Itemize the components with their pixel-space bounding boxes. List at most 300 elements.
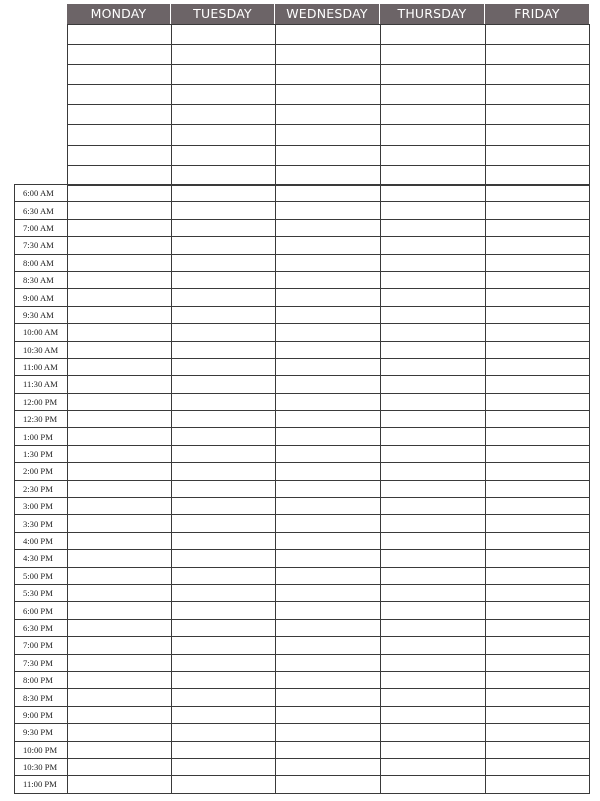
slot-cell-friday[interactable] bbox=[486, 271, 590, 288]
slot-cell-tuesday[interactable] bbox=[172, 654, 276, 671]
slot-cell-monday[interactable] bbox=[68, 741, 172, 758]
slot-cell-tuesday[interactable] bbox=[172, 254, 276, 271]
slot-cell-thursday[interactable] bbox=[381, 428, 486, 445]
time-slot-row bbox=[15, 498, 590, 515]
notes-row bbox=[68, 165, 590, 185]
slot-cell-thursday[interactable] bbox=[381, 584, 486, 601]
notes-cell-wednesday[interactable] bbox=[276, 145, 381, 165]
slot-cell-wednesday[interactable] bbox=[276, 515, 381, 532]
slot-cell-wednesday[interactable] bbox=[276, 393, 381, 410]
slot-cell-wednesday[interactable] bbox=[276, 480, 381, 497]
time-slot-row bbox=[15, 619, 590, 636]
notes-row bbox=[68, 145, 590, 165]
time-label: 9:30 PM bbox=[15, 724, 68, 741]
time-label: 6:00 PM bbox=[15, 602, 68, 619]
time-label: 11:00 AM bbox=[15, 358, 68, 375]
time-slot-row bbox=[15, 776, 590, 793]
slot-cell-friday[interactable] bbox=[486, 445, 590, 462]
time-slot-row bbox=[15, 637, 590, 654]
slot-cell-thursday[interactable] bbox=[381, 724, 486, 741]
notes-row bbox=[68, 45, 590, 65]
slot-cell-monday[interactable] bbox=[68, 219, 172, 236]
slot-cell-thursday[interactable] bbox=[381, 515, 486, 532]
slot-cell-thursday[interactable] bbox=[381, 185, 486, 202]
day-header-thursday: THURSDAY bbox=[380, 4, 485, 24]
slot-cell-wednesday[interactable] bbox=[276, 724, 381, 741]
notes-cell-wednesday[interactable] bbox=[276, 45, 381, 65]
slot-cell-tuesday[interactable] bbox=[172, 584, 276, 601]
slot-cell-friday[interactable] bbox=[486, 602, 590, 619]
notes-cell-thursday[interactable] bbox=[381, 45, 486, 65]
slot-cell-tuesday[interactable] bbox=[172, 602, 276, 619]
slot-cell-friday[interactable] bbox=[486, 584, 590, 601]
slot-cell-monday[interactable] bbox=[68, 689, 172, 706]
slot-cell-monday[interactable] bbox=[68, 445, 172, 462]
notes-cell-monday[interactable] bbox=[68, 125, 172, 145]
untimed-notes-grid bbox=[67, 24, 590, 186]
notes-cell-wednesday[interactable] bbox=[276, 165, 381, 185]
slot-cell-tuesday[interactable] bbox=[172, 515, 276, 532]
notes-cell-tuesday[interactable] bbox=[172, 145, 276, 165]
notes-cell-friday[interactable] bbox=[486, 85, 590, 105]
time-slot-row bbox=[15, 602, 590, 619]
notes-cell-monday[interactable] bbox=[68, 65, 172, 85]
slot-cell-friday[interactable] bbox=[486, 393, 590, 410]
notes-cell-monday[interactable] bbox=[68, 45, 172, 65]
slot-cell-wednesday[interactable] bbox=[276, 498, 381, 515]
slot-cell-monday[interactable] bbox=[68, 515, 172, 532]
slot-cell-monday[interactable] bbox=[68, 567, 172, 584]
time-slot-row bbox=[15, 741, 590, 758]
time-slot-row bbox=[15, 237, 590, 254]
slot-cell-tuesday[interactable] bbox=[172, 480, 276, 497]
slot-cell-monday[interactable] bbox=[68, 532, 172, 549]
slot-cell-wednesday[interactable] bbox=[276, 358, 381, 375]
notes-cell-tuesday[interactable] bbox=[172, 125, 276, 145]
slot-cell-friday[interactable] bbox=[486, 202, 590, 219]
slot-cell-tuesday[interactable] bbox=[172, 306, 276, 323]
slot-cell-friday[interactable] bbox=[486, 428, 590, 445]
slot-cell-monday[interactable] bbox=[68, 185, 172, 202]
slot-cell-friday[interactable] bbox=[486, 741, 590, 758]
time-label: 8:00 PM bbox=[15, 671, 68, 688]
slot-cell-friday[interactable] bbox=[486, 532, 590, 549]
slot-cell-monday[interactable] bbox=[68, 324, 172, 341]
slot-cell-monday[interactable] bbox=[68, 202, 172, 219]
slot-cell-friday[interactable] bbox=[486, 689, 590, 706]
time-label: 8:00 AM bbox=[15, 254, 68, 271]
slot-cell-thursday[interactable] bbox=[381, 376, 486, 393]
slot-cell-thursday[interactable] bbox=[381, 602, 486, 619]
slot-cell-friday[interactable] bbox=[486, 550, 590, 567]
notes-cell-tuesday[interactable] bbox=[172, 105, 276, 125]
notes-cell-wednesday[interactable] bbox=[276, 25, 381, 45]
notes-cell-tuesday[interactable] bbox=[172, 165, 276, 185]
time-label: 10:30 PM bbox=[15, 758, 68, 775]
time-slot-row bbox=[15, 758, 590, 775]
time-slot-row bbox=[15, 219, 590, 236]
slot-cell-friday[interactable] bbox=[486, 411, 590, 428]
time-label: 1:00 PM bbox=[15, 428, 68, 445]
time-label: 5:00 PM bbox=[15, 567, 68, 584]
slot-cell-wednesday[interactable] bbox=[276, 185, 381, 202]
slot-cell-friday[interactable] bbox=[486, 619, 590, 636]
slot-cell-wednesday[interactable] bbox=[276, 567, 381, 584]
time-slot-row bbox=[15, 706, 590, 723]
day-header-friday: FRIDAY bbox=[514, 6, 560, 21]
notes-cell-thursday[interactable] bbox=[381, 165, 486, 185]
slot-cell-thursday[interactable] bbox=[381, 480, 486, 497]
time-slot-row bbox=[15, 202, 590, 219]
slot-cell-thursday[interactable] bbox=[381, 237, 486, 254]
slot-cell-wednesday[interactable] bbox=[276, 324, 381, 341]
slot-cell-wednesday[interactable] bbox=[276, 463, 381, 480]
slot-cell-monday[interactable] bbox=[68, 619, 172, 636]
notes-cell-friday[interactable] bbox=[486, 105, 590, 125]
notes-cell-thursday[interactable] bbox=[381, 125, 486, 145]
time-slot-row bbox=[15, 306, 590, 323]
slot-cell-friday[interactable] bbox=[486, 376, 590, 393]
slot-cell-tuesday[interactable] bbox=[172, 219, 276, 236]
slot-cell-monday[interactable] bbox=[68, 654, 172, 671]
time-label: 1:30 PM bbox=[15, 445, 68, 462]
notes-cell-friday[interactable] bbox=[486, 165, 590, 185]
slot-cell-monday[interactable] bbox=[68, 480, 172, 497]
day-header-wednesday: WEDNESDAY bbox=[275, 4, 380, 24]
slot-cell-tuesday[interactable] bbox=[172, 498, 276, 515]
slot-cell-thursday[interactable] bbox=[381, 550, 486, 567]
notes-cell-friday[interactable] bbox=[486, 145, 590, 165]
slot-cell-friday[interactable] bbox=[486, 654, 590, 671]
slot-cell-wednesday[interactable] bbox=[276, 706, 381, 723]
slot-cell-tuesday[interactable] bbox=[172, 463, 276, 480]
slot-cell-thursday[interactable] bbox=[381, 706, 486, 723]
slot-cell-wednesday[interactable] bbox=[276, 689, 381, 706]
slot-cell-friday[interactable] bbox=[486, 515, 590, 532]
time-slot-row bbox=[15, 584, 590, 601]
slot-cell-wednesday[interactable] bbox=[276, 758, 381, 775]
notes-cell-monday[interactable] bbox=[68, 25, 172, 45]
slot-cell-wednesday[interactable] bbox=[276, 271, 381, 288]
slot-cell-friday[interactable] bbox=[486, 219, 590, 236]
time-slot-row bbox=[15, 480, 590, 497]
slot-cell-friday[interactable] bbox=[486, 724, 590, 741]
time-slot-row bbox=[15, 532, 590, 549]
slot-cell-friday[interactable] bbox=[486, 341, 590, 358]
slot-cell-thursday[interactable] bbox=[381, 671, 486, 688]
slot-cell-thursday[interactable] bbox=[381, 289, 486, 306]
slot-cell-thursday[interactable] bbox=[381, 567, 486, 584]
slot-cell-monday[interactable] bbox=[68, 776, 172, 793]
slot-cell-thursday[interactable] bbox=[381, 654, 486, 671]
slot-cell-monday[interactable] bbox=[68, 289, 172, 306]
time-slot-row bbox=[15, 515, 590, 532]
slot-cell-monday[interactable] bbox=[68, 393, 172, 410]
time-slot-row bbox=[15, 254, 590, 271]
slot-cell-friday[interactable] bbox=[486, 237, 590, 254]
slot-cell-thursday[interactable] bbox=[381, 306, 486, 323]
slot-cell-tuesday[interactable] bbox=[172, 237, 276, 254]
slot-cell-tuesday[interactable] bbox=[172, 567, 276, 584]
notes-cell-monday[interactable] bbox=[68, 165, 172, 185]
notes-cell-friday[interactable] bbox=[486, 65, 590, 85]
slot-cell-thursday[interactable] bbox=[381, 758, 486, 775]
slot-cell-tuesday[interactable] bbox=[172, 619, 276, 636]
slot-cell-monday[interactable] bbox=[68, 758, 172, 775]
slot-cell-tuesday[interactable] bbox=[172, 758, 276, 775]
notes-cell-thursday[interactable] bbox=[381, 145, 486, 165]
notes-row bbox=[68, 85, 590, 105]
slot-cell-wednesday[interactable] bbox=[276, 237, 381, 254]
day-header-monday: MONDAY bbox=[67, 4, 171, 24]
slot-cell-thursday[interactable] bbox=[381, 411, 486, 428]
slot-cell-friday[interactable] bbox=[486, 185, 590, 202]
slot-cell-tuesday[interactable] bbox=[172, 724, 276, 741]
notes-cell-monday[interactable] bbox=[68, 145, 172, 165]
time-label: 3:00 PM bbox=[15, 498, 68, 515]
slot-cell-tuesday[interactable] bbox=[172, 428, 276, 445]
slot-cell-friday[interactable] bbox=[486, 289, 590, 306]
notes-cell-tuesday[interactable] bbox=[172, 25, 276, 45]
slot-cell-tuesday[interactable] bbox=[172, 271, 276, 288]
slot-cell-monday[interactable] bbox=[68, 671, 172, 688]
slot-cell-thursday[interactable] bbox=[381, 498, 486, 515]
notes-row bbox=[68, 65, 590, 85]
time-label: 9:30 AM bbox=[15, 306, 68, 323]
slot-cell-tuesday[interactable] bbox=[172, 411, 276, 428]
time-label: 7:30 AM bbox=[15, 237, 68, 254]
slot-cell-monday[interactable] bbox=[68, 341, 172, 358]
slot-cell-tuesday[interactable] bbox=[172, 358, 276, 375]
slot-cell-thursday[interactable] bbox=[381, 689, 486, 706]
slot-cell-monday[interactable] bbox=[68, 271, 172, 288]
slot-cell-wednesday[interactable] bbox=[276, 619, 381, 636]
time-slot-row bbox=[15, 411, 590, 428]
slot-cell-wednesday[interactable] bbox=[276, 428, 381, 445]
notes-cell-wednesday[interactable] bbox=[276, 85, 381, 105]
notes-cell-wednesday[interactable] bbox=[276, 125, 381, 145]
notes-cell-friday[interactable] bbox=[486, 45, 590, 65]
slot-cell-wednesday[interactable] bbox=[276, 219, 381, 236]
slot-cell-thursday[interactable] bbox=[381, 219, 486, 236]
time-slot-row bbox=[15, 428, 590, 445]
time-label: 10:00 AM bbox=[15, 324, 68, 341]
time-slot-row bbox=[15, 689, 590, 706]
slot-cell-friday[interactable] bbox=[486, 776, 590, 793]
slot-cell-tuesday[interactable] bbox=[172, 393, 276, 410]
slot-cell-monday[interactable] bbox=[68, 637, 172, 654]
slot-cell-monday[interactable] bbox=[68, 237, 172, 254]
time-label: 6:00 AM bbox=[15, 185, 68, 202]
slot-cell-thursday[interactable] bbox=[381, 254, 486, 271]
slot-cell-tuesday[interactable] bbox=[172, 741, 276, 758]
slot-cell-thursday[interactable] bbox=[381, 463, 486, 480]
time-slot-grid bbox=[14, 184, 590, 794]
slot-cell-friday[interactable] bbox=[486, 324, 590, 341]
time-label: 9:00 AM bbox=[15, 289, 68, 306]
notes-cell-tuesday[interactable] bbox=[172, 85, 276, 105]
time-slot-row bbox=[15, 185, 590, 202]
time-label: 8:30 AM bbox=[15, 271, 68, 288]
slot-cell-thursday[interactable] bbox=[381, 202, 486, 219]
slot-cell-thursday[interactable] bbox=[381, 324, 486, 341]
time-label: 9:00 PM bbox=[15, 706, 68, 723]
slot-cell-monday[interactable] bbox=[68, 411, 172, 428]
time-label: 6:30 AM bbox=[15, 202, 68, 219]
notes-cell-wednesday[interactable] bbox=[276, 65, 381, 85]
slot-cell-monday[interactable] bbox=[68, 428, 172, 445]
notes-row bbox=[68, 125, 590, 145]
slot-cell-monday[interactable] bbox=[68, 584, 172, 601]
slot-cell-friday[interactable] bbox=[486, 480, 590, 497]
slot-cell-thursday[interactable] bbox=[381, 619, 486, 636]
slot-cell-tuesday[interactable] bbox=[172, 185, 276, 202]
slot-cell-monday[interactable] bbox=[68, 376, 172, 393]
time-slot-row bbox=[15, 654, 590, 671]
time-label: 11:30 AM bbox=[15, 376, 68, 393]
slot-cell-wednesday[interactable] bbox=[276, 654, 381, 671]
slot-cell-wednesday[interactable] bbox=[276, 306, 381, 323]
time-label: 2:30 PM bbox=[15, 480, 68, 497]
slot-cell-wednesday[interactable] bbox=[276, 376, 381, 393]
notes-cell-thursday[interactable] bbox=[381, 65, 486, 85]
slot-cell-friday[interactable] bbox=[486, 254, 590, 271]
time-label: 7:00 PM bbox=[15, 637, 68, 654]
slot-cell-tuesday[interactable] bbox=[172, 289, 276, 306]
slot-cell-wednesday[interactable] bbox=[276, 289, 381, 306]
slot-cell-monday[interactable] bbox=[68, 706, 172, 723]
slot-cell-tuesday[interactable] bbox=[172, 445, 276, 462]
slot-cell-thursday[interactable] bbox=[381, 341, 486, 358]
time-slot-row bbox=[15, 463, 590, 480]
slot-cell-monday[interactable] bbox=[68, 358, 172, 375]
slot-cell-wednesday[interactable] bbox=[276, 637, 381, 654]
slot-cell-tuesday[interactable] bbox=[172, 532, 276, 549]
slot-cell-monday[interactable] bbox=[68, 306, 172, 323]
slot-cell-wednesday[interactable] bbox=[276, 671, 381, 688]
slot-cell-wednesday[interactable] bbox=[276, 254, 381, 271]
slot-cell-tuesday[interactable] bbox=[172, 671, 276, 688]
slot-cell-friday[interactable] bbox=[486, 706, 590, 723]
slot-cell-monday[interactable] bbox=[68, 550, 172, 567]
day-header-row bbox=[67, 4, 589, 24]
time-label: 10:30 AM bbox=[15, 341, 68, 358]
slot-cell-tuesday[interactable] bbox=[172, 341, 276, 358]
slot-cell-wednesday[interactable] bbox=[276, 445, 381, 462]
time-label: 4:30 PM bbox=[15, 550, 68, 567]
time-label: 6:30 PM bbox=[15, 619, 68, 636]
time-slot-row bbox=[15, 324, 590, 341]
slot-cell-monday[interactable] bbox=[68, 463, 172, 480]
slot-cell-thursday[interactable] bbox=[381, 358, 486, 375]
time-slot-row bbox=[15, 358, 590, 375]
time-slot-row bbox=[15, 445, 590, 462]
slot-cell-friday[interactable] bbox=[486, 758, 590, 775]
notes-row bbox=[68, 105, 590, 125]
slot-cell-tuesday[interactable] bbox=[172, 706, 276, 723]
slot-cell-thursday[interactable] bbox=[381, 741, 486, 758]
slot-cell-monday[interactable] bbox=[68, 724, 172, 741]
time-label: 7:00 AM bbox=[15, 219, 68, 236]
time-slot-row bbox=[15, 271, 590, 288]
time-slot-row bbox=[15, 341, 590, 358]
slot-cell-thursday[interactable] bbox=[381, 532, 486, 549]
slot-cell-tuesday[interactable] bbox=[172, 689, 276, 706]
slot-cell-thursday[interactable] bbox=[381, 637, 486, 654]
time-slot-row bbox=[15, 567, 590, 584]
slot-cell-friday[interactable] bbox=[486, 567, 590, 584]
notes-cell-tuesday[interactable] bbox=[172, 65, 276, 85]
slot-cell-thursday[interactable] bbox=[381, 776, 486, 793]
notes-cell-wednesday[interactable] bbox=[276, 105, 381, 125]
slot-cell-tuesday[interactable] bbox=[172, 550, 276, 567]
time-label: 7:30 PM bbox=[15, 654, 68, 671]
time-slot-row bbox=[15, 289, 590, 306]
slot-cell-friday[interactable] bbox=[486, 358, 590, 375]
slot-cell-wednesday[interactable] bbox=[276, 741, 381, 758]
day-header-tuesday: TUESDAY bbox=[171, 4, 275, 24]
slot-cell-thursday[interactable] bbox=[381, 445, 486, 462]
time-label: 11:00 PM bbox=[15, 776, 68, 793]
slot-cell-wednesday[interactable] bbox=[276, 532, 381, 549]
time-slot-row bbox=[15, 550, 590, 567]
slot-cell-friday[interactable] bbox=[486, 463, 590, 480]
slot-cell-wednesday[interactable] bbox=[276, 602, 381, 619]
slot-cell-tuesday[interactable] bbox=[172, 324, 276, 341]
notes-cell-tuesday[interactable] bbox=[172, 45, 276, 65]
slot-cell-friday[interactable] bbox=[486, 498, 590, 515]
slot-cell-thursday[interactable] bbox=[381, 393, 486, 410]
slot-cell-friday[interactable] bbox=[486, 637, 590, 654]
notes-cell-monday[interactable] bbox=[68, 105, 172, 125]
slot-cell-tuesday[interactable] bbox=[172, 202, 276, 219]
slot-cell-friday[interactable] bbox=[486, 671, 590, 688]
notes-cell-friday[interactable] bbox=[486, 25, 590, 45]
notes-cell-thursday[interactable] bbox=[381, 105, 486, 125]
slot-cell-tuesday[interactable] bbox=[172, 776, 276, 793]
notes-cell-friday[interactable] bbox=[486, 125, 590, 145]
slot-cell-tuesday[interactable] bbox=[172, 637, 276, 654]
slot-cell-tuesday[interactable] bbox=[172, 376, 276, 393]
slot-cell-friday[interactable] bbox=[486, 306, 590, 323]
time-label: 3:30 PM bbox=[15, 515, 68, 532]
time-label: 2:00 PM bbox=[15, 463, 68, 480]
time-slot-row bbox=[15, 671, 590, 688]
slot-cell-wednesday[interactable] bbox=[276, 776, 381, 793]
slot-cell-monday[interactable] bbox=[68, 254, 172, 271]
time-label: 5:30 PM bbox=[15, 584, 68, 601]
slot-cell-monday[interactable] bbox=[68, 498, 172, 515]
time-label: 10:00 PM bbox=[15, 741, 68, 758]
time-label: 8:30 PM bbox=[15, 689, 68, 706]
notes-cell-thursday[interactable] bbox=[381, 85, 486, 105]
time-slot-row bbox=[15, 724, 590, 741]
slot-cell-wednesday[interactable] bbox=[276, 584, 381, 601]
time-label: 4:00 PM bbox=[15, 532, 68, 549]
slot-cell-wednesday[interactable] bbox=[276, 341, 381, 358]
notes-cell-thursday[interactable] bbox=[381, 25, 486, 45]
time-slot-row bbox=[15, 393, 590, 410]
notes-cell-monday[interactable] bbox=[68, 85, 172, 105]
slot-cell-thursday[interactable] bbox=[381, 271, 486, 288]
time-slot-row bbox=[15, 376, 590, 393]
slot-cell-wednesday[interactable] bbox=[276, 202, 381, 219]
slot-cell-wednesday[interactable] bbox=[276, 411, 381, 428]
slot-cell-wednesday[interactable] bbox=[276, 550, 381, 567]
time-label: 12:00 PM bbox=[15, 393, 68, 410]
time-label: 12:30 PM bbox=[15, 411, 68, 428]
slot-cell-monday[interactable] bbox=[68, 602, 172, 619]
